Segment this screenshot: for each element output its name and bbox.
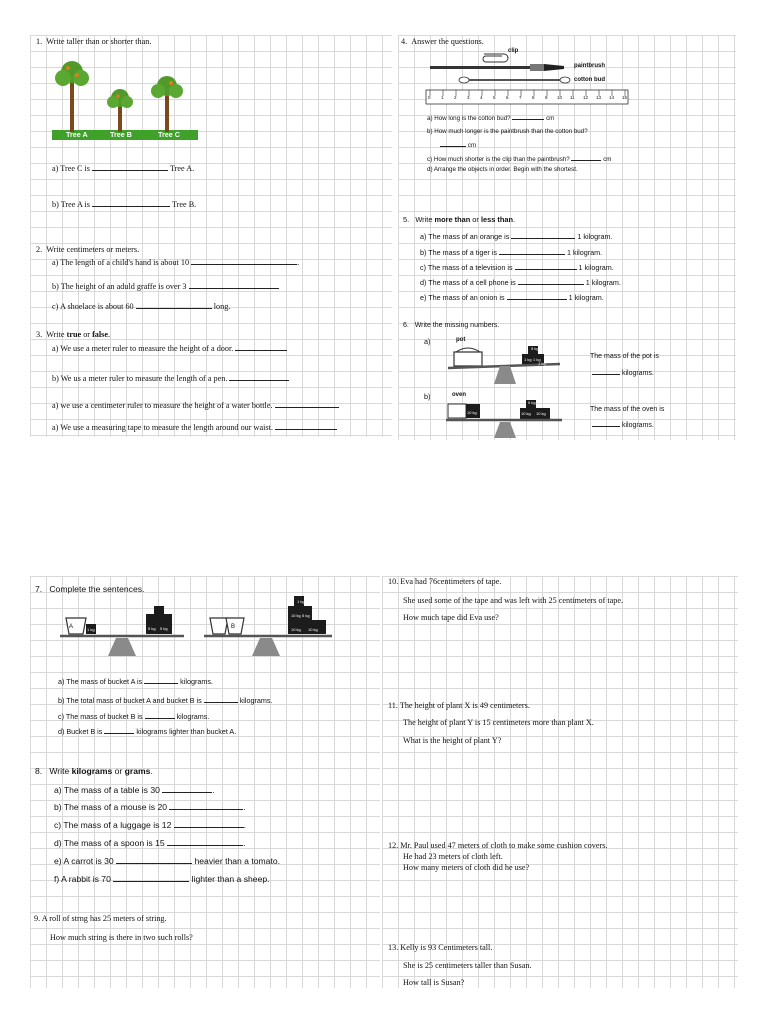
q6-pot-weight-4: 1 kg xyxy=(538,361,546,366)
q4-b: b) How much longer is the paintbrush than the cotton bud? xyxy=(427,128,588,135)
tree-a xyxy=(55,61,89,132)
q4-c: c) How much shorter is the clip than the paintbrush? cm xyxy=(427,156,612,163)
answer-blank[interactable] xyxy=(167,838,243,846)
q8-item-e: e) A carrot is 30 heavier than a tomato. xyxy=(54,856,281,866)
paintbrush-icon xyxy=(430,64,564,71)
q13-line2: She is 25 centimeters taller than Susan. xyxy=(403,961,532,970)
q9-line2: How much string is there in two such rolls? xyxy=(50,933,193,942)
q7-bucket-a-label: A xyxy=(69,624,74,630)
answer-blank[interactable] xyxy=(169,802,243,810)
q6-oven-weight-4: 10 kg xyxy=(536,411,546,416)
q6-oven-weight-3: 10 kg xyxy=(521,411,531,416)
q9-line1: 9. A roll of strng has 25 meters of string. xyxy=(34,914,167,923)
answer-blank[interactable] xyxy=(229,373,289,381)
answer-blank[interactable] xyxy=(204,696,238,703)
tree-a-label: Tree A xyxy=(66,130,88,139)
q6-oven-weight-1: 10 kg xyxy=(467,410,477,415)
q7-right-weight-3: 5 kg xyxy=(302,613,310,618)
paintbrush-label: paintbrush xyxy=(574,63,605,69)
q6-a-text1: The mass of the pot is xyxy=(590,353,659,360)
q1-title: 1. Write taller than or shorter than. xyxy=(36,37,152,46)
q7-bucket-b-label: B xyxy=(231,624,236,630)
answer-blank[interactable] xyxy=(275,400,339,408)
grid-bottom-right xyxy=(382,576,738,988)
ruler-tick-labels: 0 1 2 3 4 5 6 7 8 9 10 11 12 13 14 15 xyxy=(428,95,628,100)
q6-oven-label: oven xyxy=(452,392,467,398)
q2-b: b) The height of an aduld graffe is over 3 xyxy=(52,281,279,291)
answer-blank[interactable] xyxy=(145,712,175,719)
answer-blank[interactable] xyxy=(116,856,192,864)
q11-line1: 11. The height of plant X is 49 centimeters. xyxy=(388,701,530,710)
q6-pot-weight-3: 1 kg xyxy=(533,357,541,362)
q6-pot-weight-2: 1 kg xyxy=(524,357,532,362)
q8-item-c: c) The mass of a luggage is 12 . xyxy=(54,820,247,830)
q5-item-b: b) The mass of a tiger is 1 kilogram. xyxy=(420,248,603,257)
q7-left-weight-2: 5 kg xyxy=(148,626,156,631)
answer-blank[interactable] xyxy=(507,293,567,300)
q6-a-text2: kilograms. xyxy=(592,369,654,377)
q6-b-text1: The mass of the oven is xyxy=(590,406,665,413)
cotton-bud-icon xyxy=(459,77,570,83)
q4-title: 4. Answer the questions. xyxy=(401,37,484,46)
tree-b xyxy=(107,89,133,132)
answer-blank[interactable] xyxy=(136,301,212,309)
answer-blank[interactable] xyxy=(189,281,279,289)
q4-b-line: cm xyxy=(440,141,476,149)
q13-line1: 13. Kelly is 93 Centimeters tall. xyxy=(388,943,493,952)
q7-title: 7. Complete the sentences. xyxy=(35,584,145,594)
q7-d: d) Bucket B is kilograms lighter than bucket A. xyxy=(58,727,237,736)
q5-item-c: c) The mass of a television is 1 kilogram. xyxy=(420,263,614,272)
q6-a-label: a) xyxy=(424,337,431,346)
q12-line1: 12. Mr. Paul used 47 meters of cloth to make some cushion covers. xyxy=(388,841,608,850)
answer-blank[interactable] xyxy=(275,422,337,430)
q3-b: b) We us a meter ruler to measure the length of a pen. xyxy=(52,373,289,383)
answer-blank[interactable] xyxy=(162,785,212,793)
q7-right-weight-5: 10 kg xyxy=(308,627,318,632)
q3-a: a) We use a meter ruler to measure the height of a door. xyxy=(52,343,287,353)
answer-blank[interactable] xyxy=(499,248,565,255)
q2-title: 2. Write centimeters or meters. xyxy=(36,245,140,254)
answer-blank[interactable] xyxy=(592,369,620,375)
q7-b: b) The total mass of bucket A and bucket B is kilograms. xyxy=(58,696,273,705)
answer-blank[interactable] xyxy=(512,114,544,120)
answer-blank[interactable] xyxy=(191,257,297,265)
q8-item-b: b) The mass of a mouse is 20 . xyxy=(54,802,246,812)
q7-right-weight-4: 10 kg xyxy=(291,627,301,632)
q11-line2: The height of plant Y is 15 centimeters more than plant X. xyxy=(403,718,594,727)
balance-scale-pot xyxy=(444,344,564,386)
q6-pot-weight-1: 5 kg xyxy=(531,346,539,351)
q8-item-f: f) A rabbit is 70 lighter than a sheep. xyxy=(54,874,270,884)
balance-scale-oven xyxy=(444,398,564,440)
answer-blank[interactable] xyxy=(571,155,601,161)
q5-title: 5. Write more than or less than. xyxy=(403,215,516,224)
q2-a: a) The length of a child's hand is about 10 . xyxy=(52,258,300,267)
tree-b-label: Tree B xyxy=(110,130,132,139)
q5-item-a: a) The mass of an orange is 1 kilogram. xyxy=(420,232,613,241)
answer-blank[interactable] xyxy=(592,421,620,427)
answer-blank[interactable] xyxy=(511,232,575,239)
answer-blank[interactable] xyxy=(92,199,170,207)
q6-b-label: b) xyxy=(424,392,431,401)
q3-c: a) we use a centimeter ruler to measure the height of a water bottle. xyxy=(52,400,339,410)
answer-blank[interactable] xyxy=(113,874,189,882)
q8-item-a: a) The mass of a table is 30 . xyxy=(54,785,215,795)
answer-blank[interactable] xyxy=(515,263,577,270)
q3-title: 3. Write true or false. xyxy=(36,330,111,339)
answer-blank[interactable] xyxy=(440,141,466,147)
q10-line1: 10. Eva had 76centimeters of tape. xyxy=(388,577,502,586)
q7-right-weight-1: 1 kg xyxy=(297,599,305,604)
answer-blank[interactable] xyxy=(174,820,244,828)
q1-a: a) Tree C is Tree A. xyxy=(52,164,195,173)
tree-c xyxy=(151,76,183,132)
clip-label: clip xyxy=(508,48,519,54)
q12-line2: He had 23 meters of cloth left. xyxy=(403,852,503,861)
q10-line3: How much tape did Eva use? xyxy=(403,613,499,622)
q7-c: c) The mass of bucket B is kilograms. xyxy=(58,712,210,721)
q7-a: a) The mass of bucket A is kilograms. xyxy=(58,677,213,686)
q10-line2: She used some of the tape and was left with 25 centimeters of tape. xyxy=(403,596,624,605)
q6-pot-label: pot xyxy=(456,337,466,343)
balance-scale-buckets-1 xyxy=(58,604,188,660)
answer-blank[interactable] xyxy=(92,163,168,171)
q3-d: a) We use a measuring tape to measure the length around our waist. xyxy=(52,422,337,432)
q4-a: a) How long is the cotton bud? cm xyxy=(427,115,555,122)
q7-left-weight-3: 5 kg xyxy=(160,626,168,631)
q6-title: 6. Write the missing numbers. xyxy=(403,322,500,329)
q1-b: b) Tree A is Tree B. xyxy=(52,200,197,209)
q8-title: 8. Write kilograms or grams. xyxy=(35,766,153,776)
q6-b-text2: kilograms. xyxy=(592,421,654,429)
answer-blank[interactable] xyxy=(518,278,584,285)
answer-blank[interactable] xyxy=(144,677,178,684)
tree-c-label: Tree C xyxy=(158,130,180,139)
q5-item-d: d) The mass of a cell phone is 1 kilogram. xyxy=(420,278,621,287)
q2-c: c) A shoelace is about 60 long. xyxy=(52,302,231,311)
q13-line3: How tall is Susan? xyxy=(403,978,465,987)
q5-item-e: e) The mass of an onion is 1 kilogram. xyxy=(420,293,604,302)
q7-left-weight-1: 1 kg xyxy=(87,627,95,632)
q8-item-d: d) The mass of a spoon is 15 . xyxy=(54,838,246,848)
clip-icon xyxy=(483,54,508,62)
cotton-bud-label: cotton bud xyxy=(574,77,605,83)
q7-right-weight-2: 10 kg xyxy=(291,613,301,618)
answer-blank[interactable] xyxy=(104,727,134,734)
q4-d: d) Arrange the objects in order. Begin with the shortest. xyxy=(427,166,578,173)
q12-line3: How many meters of cloth did he use? xyxy=(403,863,530,872)
q6-oven-weight-2: 5 kg xyxy=(528,400,536,405)
answer-blank[interactable] xyxy=(235,343,287,351)
q11-line3: What is the height of plant Y? xyxy=(403,736,502,745)
